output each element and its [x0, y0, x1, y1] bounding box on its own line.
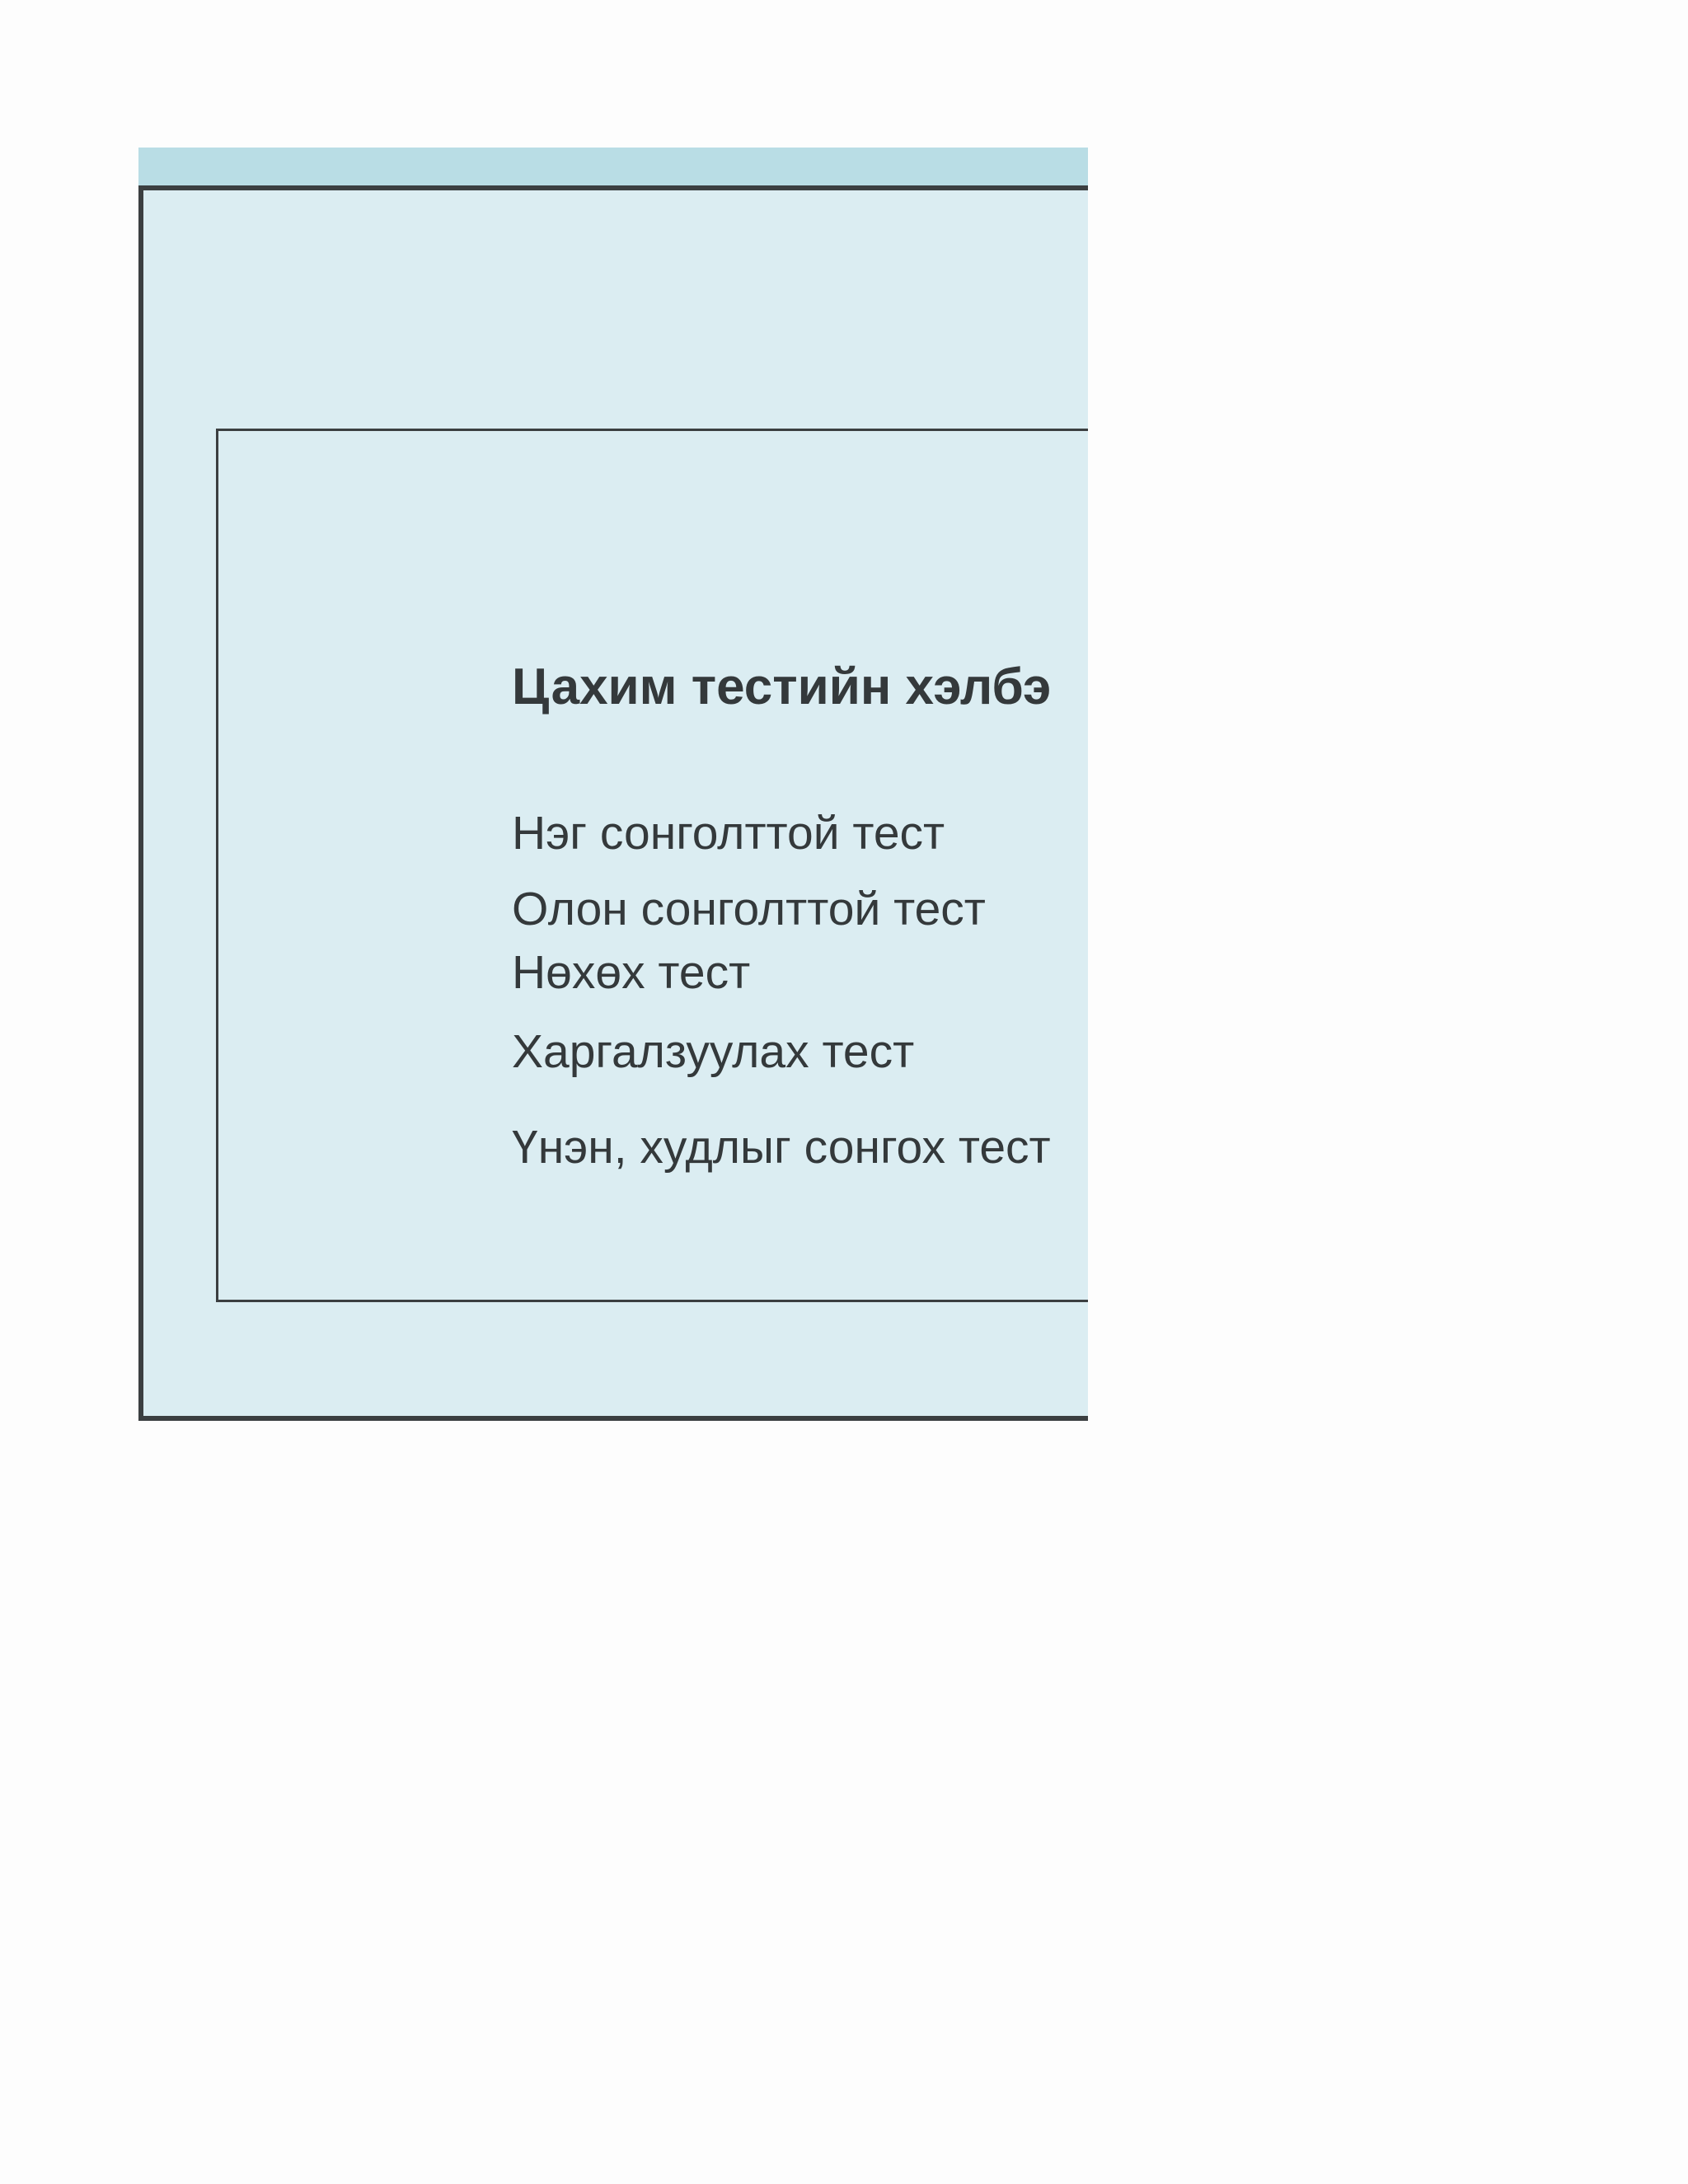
- test-type-true-false: Үнэн, худлыг сонгох тест: [512, 1121, 1051, 1174]
- test-type-matching: Харгалзуулах тест: [512, 1025, 915, 1078]
- test-type-fill-in: Нөхөх тест: [512, 946, 751, 999]
- test-type-multiple-choice: Олон сонголттой тест: [512, 883, 986, 935]
- slide-top-band: [138, 148, 1088, 185]
- slide: [138, 148, 1088, 1421]
- slide-outer-frame: [138, 185, 1088, 1421]
- slide-heading: Цахим тестийн хэлбэ: [512, 658, 1052, 715]
- test-type-single-choice: Нэг сонголттой тест: [512, 807, 945, 860]
